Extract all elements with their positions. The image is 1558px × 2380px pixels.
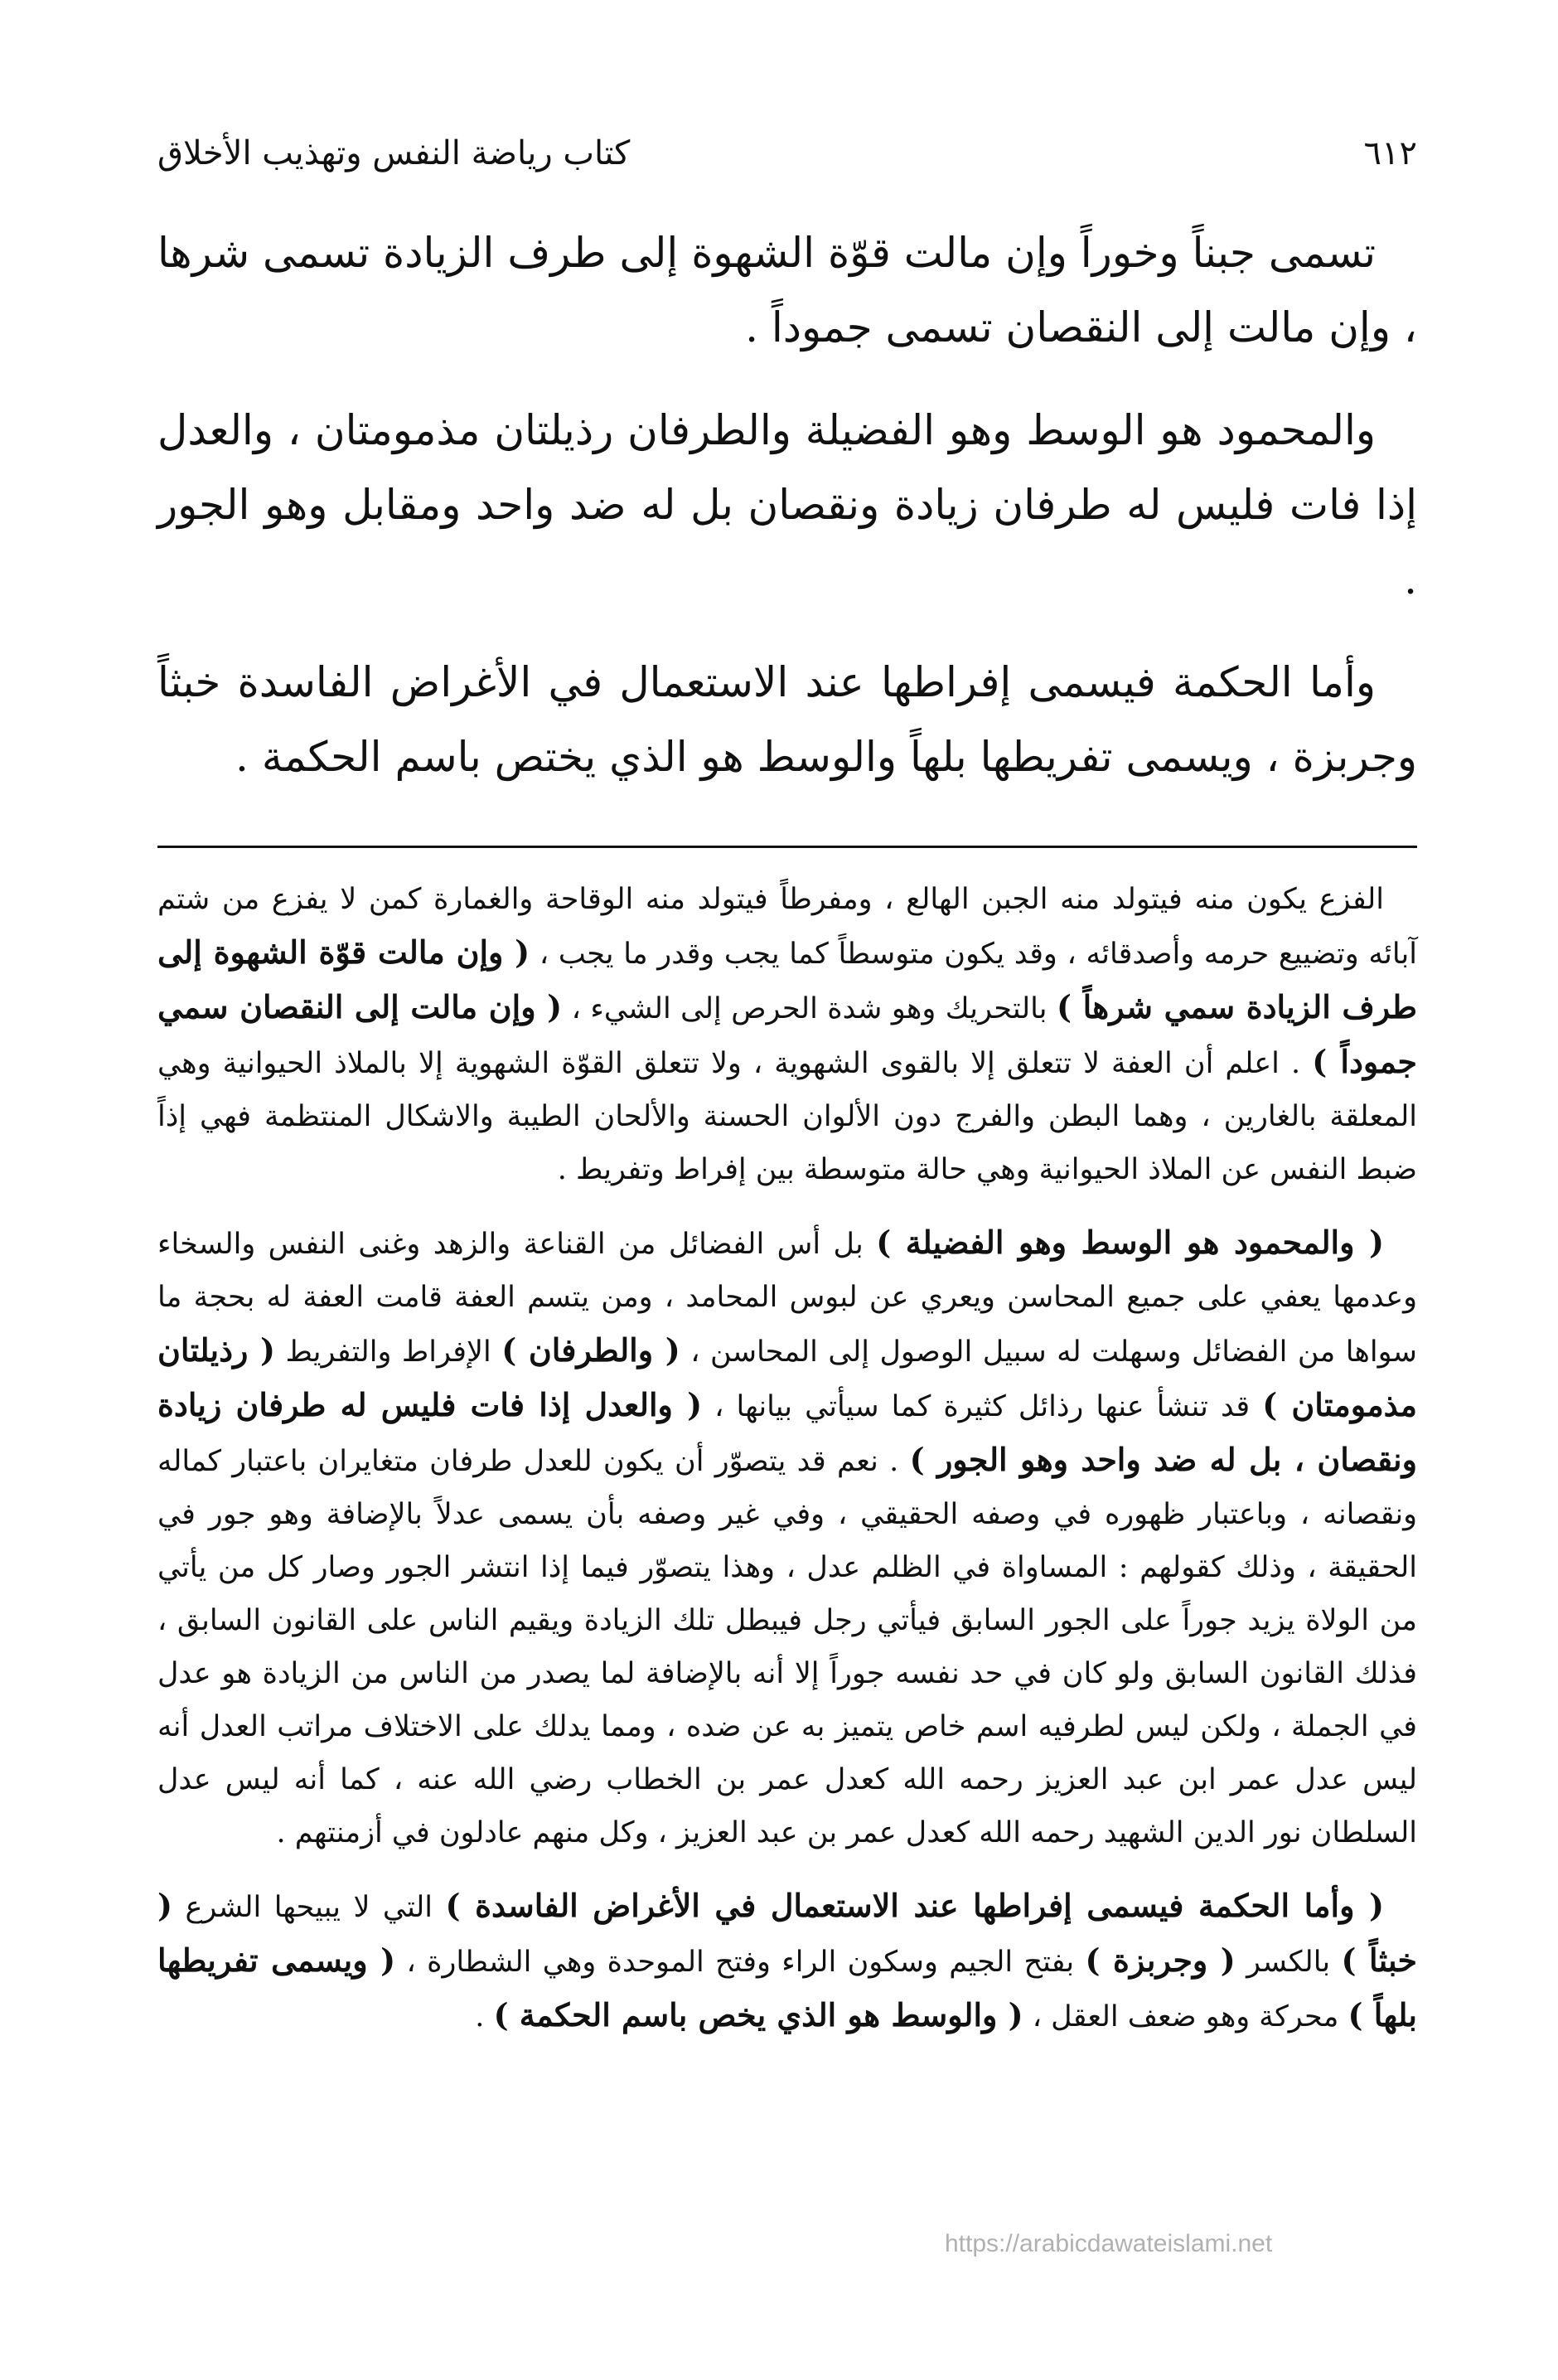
book-page xyxy=(157,124,1417,2296)
quoted-text: ( والطرفان ) xyxy=(501,1331,680,1369)
commentary-text: التي لا يبيحها الشرع xyxy=(185,1891,433,1924)
quoted-text: ( خبثاً ) xyxy=(157,1887,1417,1979)
commentary-text: بل أس الفضائل من القناعة والزهد وغنى النفس والسخاء وعدمها يعفي على جميع المحاسن ويعري عن لبوس المحامد ، ومن يتسم العفة قامت العفة له بحجة ما سواها من الفضائل وسهلت له سبيل الوصول إلى المحاسن ، xyxy=(157,1228,1417,1369)
quoted-text: ( والعدل إذا فات فليس له طرفان زيادة ونقصان ، بل له ضد واحد وهو الجور ) xyxy=(157,1386,1417,1478)
commentary-text: الإفراط والتفريط xyxy=(285,1335,491,1369)
page-number: ٦١٢ xyxy=(1363,134,1417,172)
quoted-text: ( وإن مالت إلى النقصان سمي جموداً ) xyxy=(157,988,1417,1080)
commentary-paragraph xyxy=(157,1216,1417,1859)
main-paragraph: والمحمود هو الوسط وهو الفضيلة والطرفان رذيلتان مذمومتان ، والعدل إذا فات فليس له طرفان زيادة ونقصان بل له ضد واحد ومقابل وهو الجور . xyxy=(157,406,1417,603)
commentary-paragraph xyxy=(157,873,1417,1196)
main-paragraph: تسمى جبناً وخوراً وإن مالت قوّة الشهوة إلى طرف الزيادة تسمى شرها ، وإن مالت إلى النقصان تسمى جموداً . xyxy=(157,229,1417,351)
quoted-text: ( رذيلتان مذمومتان ) xyxy=(157,1331,1417,1423)
quoted-text: ( ويسمى تفريطها بلهاً ) xyxy=(157,1941,1417,2033)
commentary-text: الفزع يكون منه فيتولد منه الجبن الهالع ، ومفرطاً فيتولد منه الوقاحة والغمارة كمن لا يفزع من شتم آبائه وتضييع حرمه وأصدقائه ، وقد يكون متوسطاً كما يجب وقدر ما يجب ، xyxy=(157,883,1417,971)
commentary-text: بفتح الجيم وسكون الراء وفتح الموحدة وهي الشطارة ، xyxy=(406,1946,1075,1979)
running-head xyxy=(157,124,1417,182)
watermark-url: https://arabicdawateislami.net xyxy=(945,2230,1273,2257)
main-paragraph: وأما الحكمة فيسمى إفراطها عند الاستعمال في الأغراض الفاسدة خبثاً وجربزة ، ويسمى تفريطها بلهاً والوسط هو الذي يختص باسم الحكمة . xyxy=(157,658,1417,781)
quoted-text: ( وإن مالت قوّة الشهوة إلى طرف الزيادة سمي شرهاً ) xyxy=(157,933,1417,1025)
commentary-text: بالتحريك وهو شدة الحرص إلى الشيء ، xyxy=(571,992,1048,1025)
commentary-text: . xyxy=(475,2000,485,2033)
commentary-text: . نعم قد يتصوّر أن يكون للعدل طرفان متغايران باعتبار كماله ونقصانه ، وباعتبار ظهوره في وصفه الحقيقي ، وفي غير وصفه بأن يسمى عدلاً بالإضافة وهو جور في الحقيقة ، وذلك كقولهم : المساواة في الظلم عدل ، وهذا يتصوّر فيما إذا انتشر الجور وصار كل من يأتي من الولاة يزيد جوراً على الجور السابق فيأتي رجل فيبطل تلك الزيادة ويقيم الناس على القانون السابق ، فذلك القانون السابق ولو كان في حد نفسه جوراً إلا أنه بالإضافة لما يصدر من الناس من الزيادة هو عدل في الجملة ، ولكن ليس لطرفيه اسم خاص يتميز به عن ضده ، ومما يدلك على الاختلاف مراتب العدل أنه ليس عدل عمر ابن عبد العزيز رحمه الله كعدل عمر بن الخطاب رضي الله عنه ، كما أنه ليس عدل السلطان نور الدين الشهيد رحمه الله كعدل عمر بن عبد العزيز ، وكل منهم عادلون في أزمنتهم . xyxy=(157,1445,1417,1849)
quoted-text: ( وأما الحكمة فيسمى إفراطها عند الاستعمال في الأغراض الفاسدة ) xyxy=(445,1887,1384,1924)
commentary xyxy=(157,873,1417,2043)
commentary-paragraph xyxy=(157,1879,1417,2043)
commentary-text: محركة وهو ضعف العقل ، xyxy=(1032,2000,1339,2033)
commentary-text: قد تنشأ عنها رذائل كثيرة كما سيأتي بيانها ، xyxy=(714,1390,1251,1423)
quoted-text: ( والمحمود هو الوسط وهو الفضيلة ) xyxy=(876,1224,1384,1261)
book-title: كتاب رياضة النفس وتهذيب الأخلاق xyxy=(157,134,631,172)
main-text xyxy=(157,216,1417,794)
footnote-divider xyxy=(157,846,1417,848)
quoted-text: ( والوسط هو الذي يخص باسم الحكمة ) xyxy=(493,1996,1023,2033)
commentary-text: . اعلم أن العفة لا تتعلق إلا بالقوى الشهوية ، ولا تتعلق القوّة الشهوية إلا بالملاذ الحيوانية وهي المعلقة بالغارين ، وهما البطن والفرج دون الألوان الحسنة والألحان الطيبة والاشكال المنتظمة فهي إذاً ضبط النفس عن الملاذ الحيوانية وهي حالة متوسطة بين إفراط وتفريط . xyxy=(157,1047,1417,1186)
quoted-text: ( وجربزة ) xyxy=(1085,1941,1236,1979)
commentary-text: بالكسر xyxy=(1246,1946,1331,1979)
